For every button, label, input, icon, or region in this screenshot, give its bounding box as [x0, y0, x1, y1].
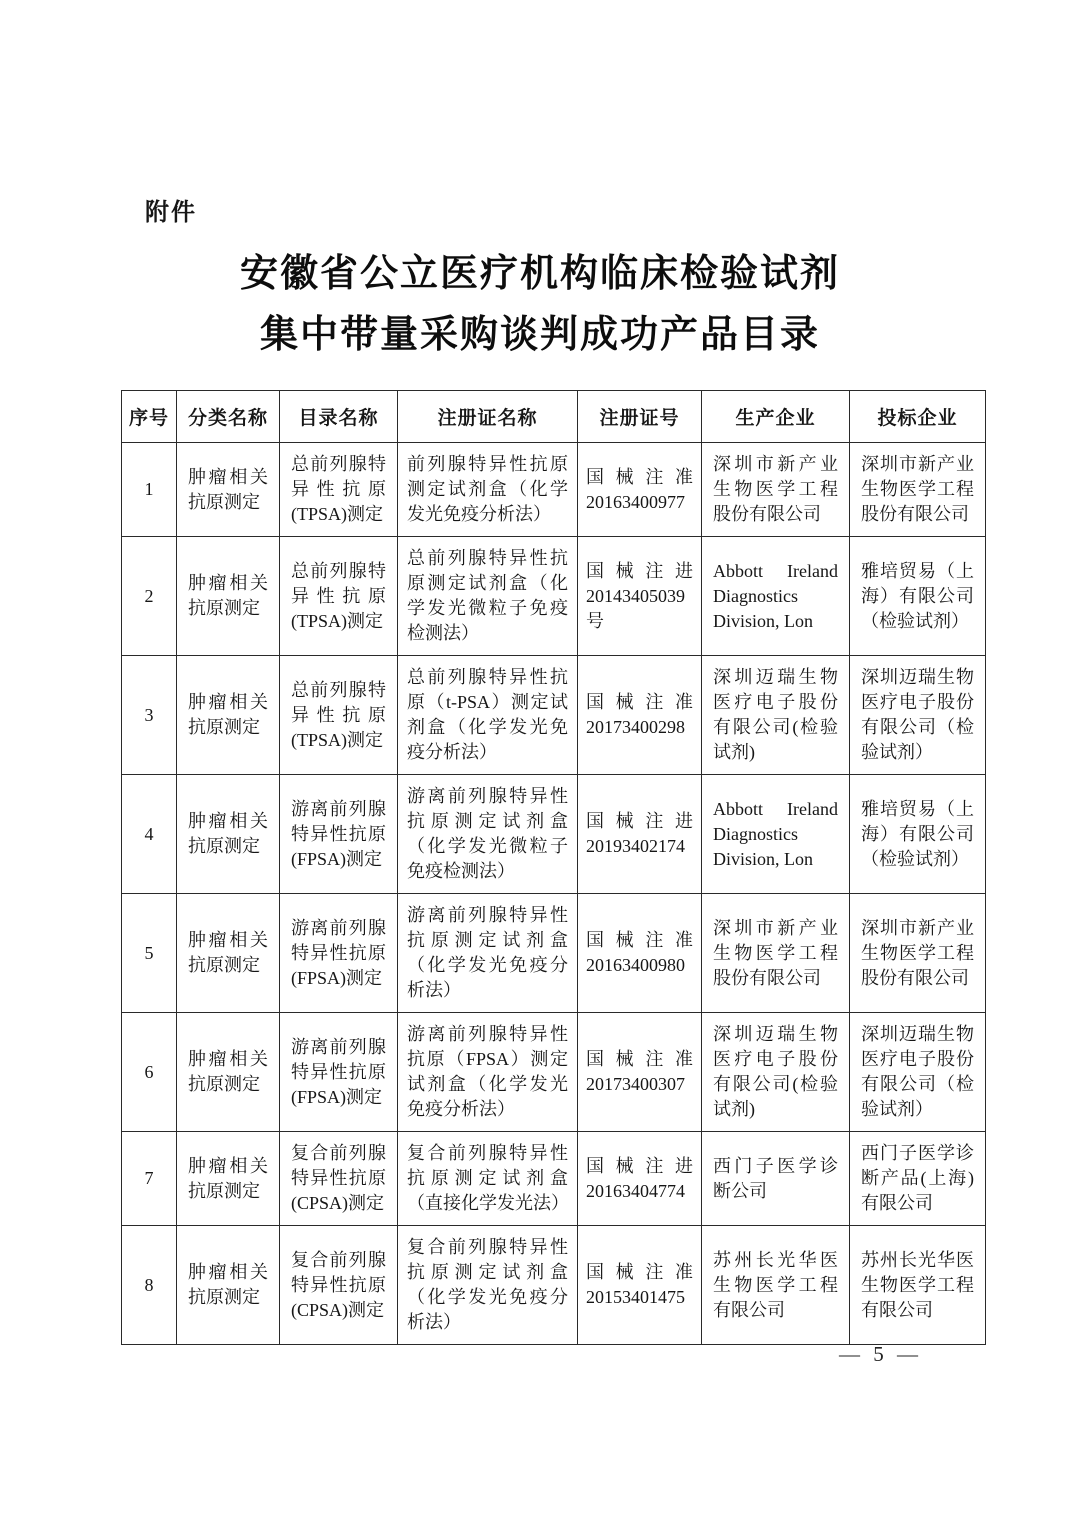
cell-catalog-name: 游离前列腺特异性抗原(FPSA)测定: [280, 894, 398, 1013]
table-body: [122, 443, 986, 1345]
cell-catalog-name: 游离前列腺特异性抗原(FPSA)测定: [280, 775, 398, 894]
cell-registration-cert-number: [578, 1226, 702, 1345]
cell-category-name: 肿瘤相关抗原测定: [177, 1226, 280, 1345]
cell-catalog-name: 总前列腺特异性抗原(TPSA)测定: [280, 537, 398, 656]
table-header-row: [122, 391, 986, 443]
cert-number-prefix: 国 械 注 准: [586, 1262, 693, 1282]
cell-registration-cert-name: 游离前列腺特异性抗原测定试剂盒（化学发光微粒子免疫检测法）: [398, 775, 578, 894]
cert-number-prefix: 国 械 注 准: [586, 930, 693, 950]
cert-number-prefix: 国 械 注 准: [586, 692, 693, 712]
table-row: [122, 1226, 986, 1345]
cell-manufacturer: 苏州长光华医生物医学工程有限公司: [702, 1226, 850, 1345]
cell-category-name: 肿瘤相关抗原测定: [177, 1132, 280, 1226]
cert-number-digits: 20163404774: [586, 1180, 685, 1201]
cell-row-number: 6: [122, 1013, 177, 1132]
cert-number-digits: 20153401475: [586, 1287, 685, 1307]
cell-row-number: 8: [122, 1226, 177, 1345]
cell-registration-cert-number: [578, 656, 702, 775]
cert-number-prefix: 国 械 注 准: [586, 466, 693, 487]
product-catalog-table: [121, 390, 986, 1345]
cert-number-digits: 20163400977: [586, 491, 685, 512]
table-row: [122, 537, 986, 656]
cell-registration-cert-name: 游离前列腺特异性抗原测定试剂盒（化学发光免疫分析法）: [398, 894, 578, 1013]
cell-row-number: 7: [122, 1132, 177, 1226]
cell-registration-cert-number: [578, 1013, 702, 1132]
column-header-5: 生产企业: [702, 391, 850, 443]
column-header-6: 投标企业: [850, 391, 986, 443]
cert-number-digits: 20173400298: [586, 717, 685, 737]
cell-manufacturer: 深圳迈瑞生物医疗电子股份有限公司(检验试剂): [702, 656, 850, 775]
cell-bidding-enterprise: 雅培贸易（上海）有限公司（检验试剂）: [850, 775, 986, 894]
cell-registration-cert-number: [578, 894, 702, 1013]
cell-row-number: 2: [122, 537, 177, 656]
cert-number-digits: 20173400307: [586, 1074, 685, 1094]
cell-registration-cert-name: 复合前列腺特异性抗原测定试剂盒（直接化学发光法）: [398, 1132, 578, 1226]
cell-row-number: 4: [122, 775, 177, 894]
document-title-line1: 安徽省公立医疗机构临床检验试剂: [239, 253, 840, 295]
document-title-line2: 集中带量采购谈判成功产品目录: [259, 314, 820, 356]
cert-number-prefix: 国 械 注 进: [586, 811, 693, 831]
document-title: [0, 244, 1080, 366]
table-row: [122, 894, 986, 1013]
cell-registration-cert-name: 总前列腺特异性抗原测定试剂盒（化学发光微粒子免疫检测法）: [398, 537, 578, 656]
cell-category-name: 肿瘤相关抗原测定: [177, 775, 280, 894]
cell-row-number: 3: [122, 656, 177, 775]
column-header-1: 分类名称: [177, 391, 280, 443]
cert-number-prefix: 国 械 注 进: [586, 1155, 693, 1176]
cell-catalog-name: 总前列腺特异性抗原(TPSA)测定: [280, 443, 398, 537]
cell-catalog-name: 游离前列腺特异性抗原(FPSA)测定: [280, 1013, 398, 1132]
column-header-4: 注册证号: [578, 391, 702, 443]
column-header-2: 目录名称: [280, 391, 398, 443]
table-row: [122, 443, 986, 537]
cell-category-name: 肿瘤相关抗原测定: [177, 656, 280, 775]
table-row: [122, 1013, 986, 1132]
cell-bidding-enterprise: 深圳市新产业生物医学工程股份有限公司: [850, 443, 986, 537]
page-number: — 5 —: [839, 1342, 922, 1366]
cell-manufacturer: 深圳市新产业生物医学工程股份有限公司: [702, 894, 850, 1013]
table-row: [122, 656, 986, 775]
cell-row-number: 5: [122, 894, 177, 1013]
cell-bidding-enterprise: 深圳迈瑞生物医疗电子股份有限公司（检验试剂）: [850, 1013, 986, 1132]
cell-manufacturer: Abbott Ireland Diagnostics Division, Lon: [702, 537, 850, 656]
cell-category-name: 肿瘤相关抗原测定: [177, 1013, 280, 1132]
cell-category-name: 肿瘤相关抗原测定: [177, 537, 280, 656]
cell-registration-cert-name: 复合前列腺特异性抗原测定试剂盒（化学发光免疫分析法）: [398, 1226, 578, 1345]
table-row: [122, 775, 986, 894]
cell-bidding-enterprise: 苏州长光华医生物医学工程有限公司: [850, 1226, 986, 1345]
cert-number-prefix: 国 械 注 进: [586, 560, 693, 581]
cell-manufacturer: 深圳迈瑞生物医疗电子股份有限公司(检验试剂): [702, 1013, 850, 1132]
attachment-label: 附件: [145, 199, 197, 226]
cell-registration-cert-name: 前列腺特异性抗原测定试剂盒（化学发光免疫分析法）: [398, 443, 578, 537]
cell-category-name: 肿瘤相关抗原测定: [177, 443, 280, 537]
cell-registration-cert-number: [578, 443, 702, 537]
cell-manufacturer: Abbott Ireland Diagnostics Division, Lon: [702, 775, 850, 894]
cell-registration-cert-number: [578, 537, 702, 656]
column-header-3: 注册证名称: [398, 391, 578, 443]
cell-manufacturer: 西门子医学诊断公司: [702, 1132, 850, 1226]
cell-catalog-name: 复合前列腺特异性抗原(CPSA)测定: [280, 1132, 398, 1226]
cell-bidding-enterprise: 雅培贸易（上海）有限公司（检验试剂）: [850, 537, 986, 656]
cell-bidding-enterprise: 深圳市新产业生物医学工程股份有限公司: [850, 894, 986, 1013]
cell-manufacturer: 深圳市新产业生物医学工程股份有限公司: [702, 443, 850, 537]
cell-catalog-name: 总前列腺特异性抗原(TPSA)测定: [280, 656, 398, 775]
cell-registration-cert-number: [578, 1132, 702, 1226]
cell-category-name: 肿瘤相关抗原测定: [177, 894, 280, 1013]
cert-number-digits: 20193402174: [586, 836, 685, 856]
cell-bidding-enterprise: 深圳迈瑞生物医疗电子股份有限公司（检验试剂）: [850, 656, 986, 775]
cert-number-digits: 20143405039: [586, 585, 685, 606]
cert-number-prefix: 国 械 注 准: [586, 1049, 693, 1069]
cell-registration-cert-name: 总前列腺特异性抗原（t-PSA）测定试剂盒（化学发光免疫分析法）: [398, 656, 578, 775]
cell-row-number: 1: [122, 443, 177, 537]
cert-number-suffix: 号: [586, 610, 604, 631]
cell-registration-cert-number: [578, 775, 702, 894]
cell-bidding-enterprise: 西门子医学诊断产品(上海)有限公司: [850, 1132, 986, 1226]
cert-number-digits: 20163400980: [586, 955, 685, 975]
cell-catalog-name: 复合前列腺特异性抗原(CPSA)测定: [280, 1226, 398, 1345]
table-row: [122, 1132, 986, 1226]
column-header-0: 序号: [122, 391, 177, 443]
cell-registration-cert-name: 游离前列腺特异性抗原（FPSA）测定试剂盒（化学发光免疫分析法）: [398, 1013, 578, 1132]
